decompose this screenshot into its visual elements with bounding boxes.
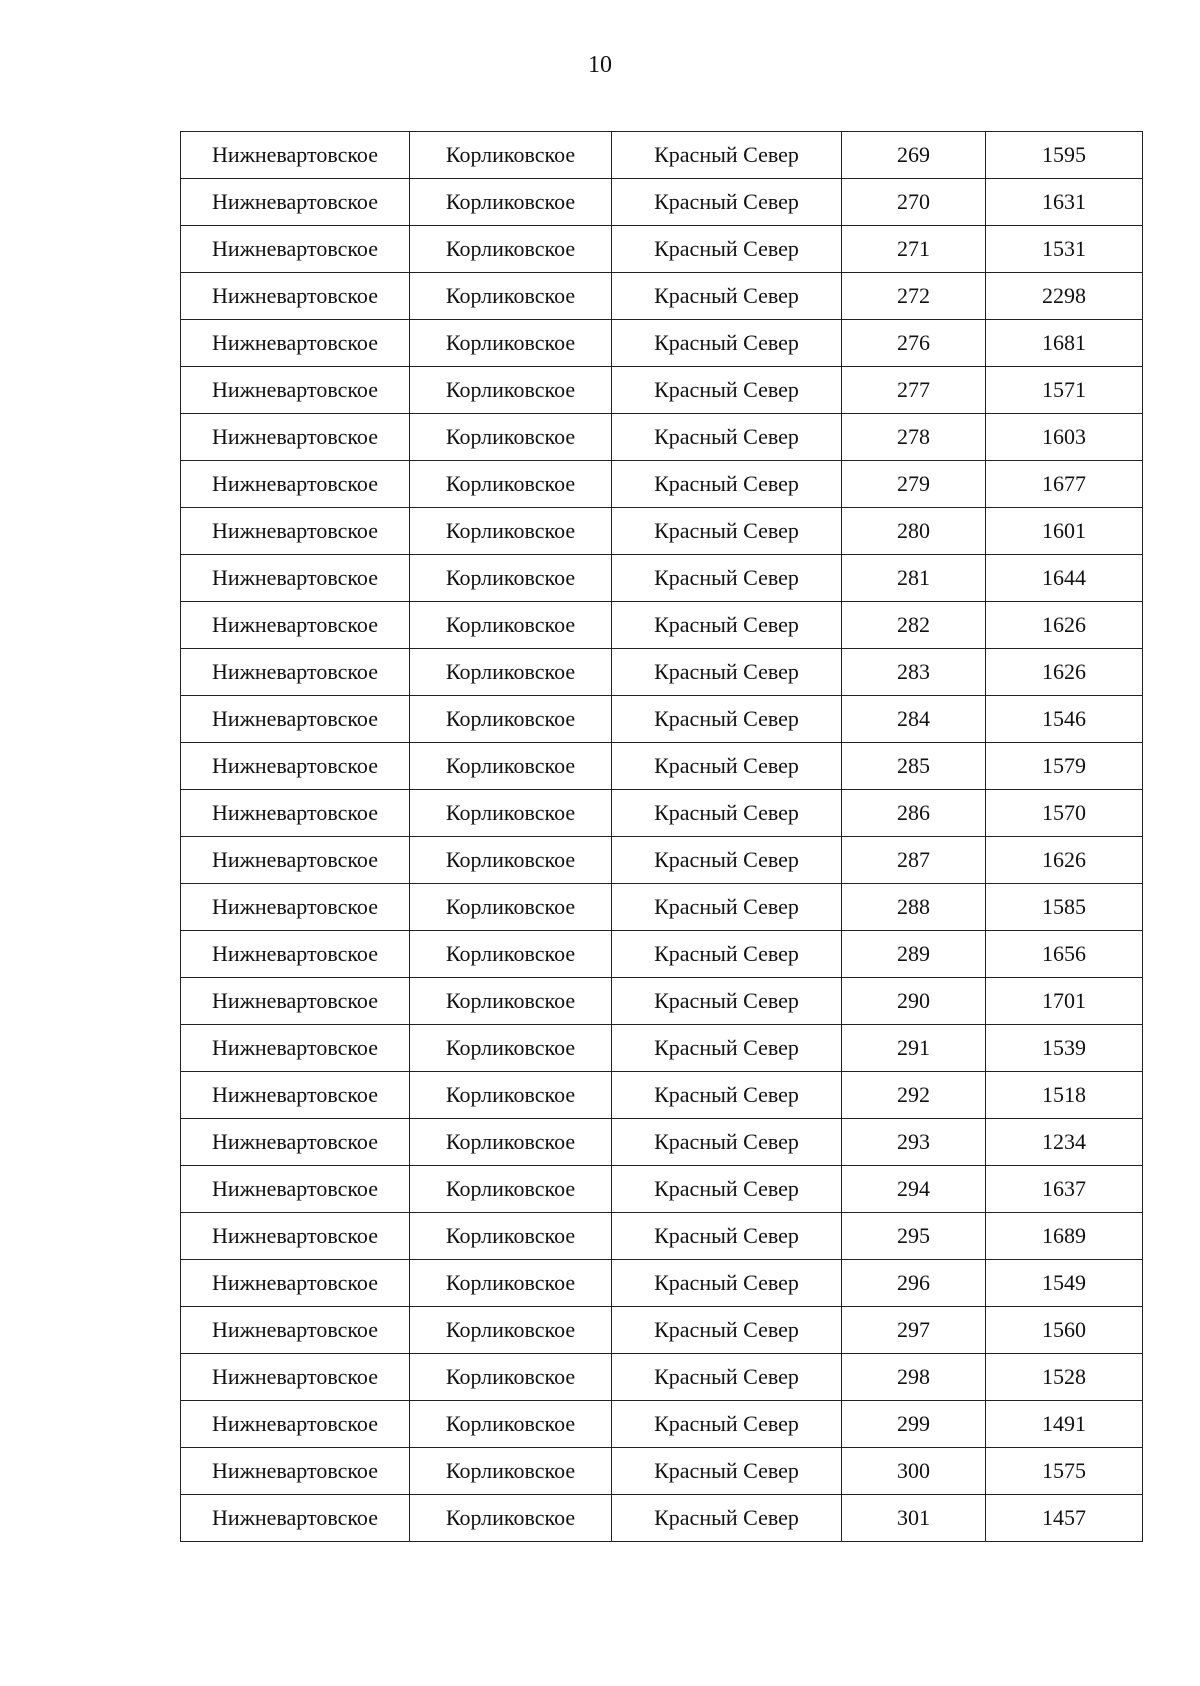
forestry-cell: Нижневартовское bbox=[181, 1213, 410, 1260]
quarter-cell: 284 bbox=[842, 696, 986, 743]
tract-cell: Красный Север bbox=[612, 555, 842, 602]
quarter-cell: 291 bbox=[842, 1025, 986, 1072]
quarter-cell: 296 bbox=[842, 1260, 986, 1307]
table-row bbox=[181, 1025, 1143, 1072]
tract-cell: Красный Север bbox=[612, 273, 842, 320]
district-forestry-cell: Корликовское bbox=[410, 1025, 612, 1072]
tract-cell: Красный Север bbox=[612, 1401, 842, 1448]
table-row bbox=[181, 1213, 1143, 1260]
value-cell: 1579 bbox=[986, 743, 1143, 790]
value-cell: 1539 bbox=[986, 1025, 1143, 1072]
forestry-cell: Нижневартовское bbox=[181, 743, 410, 790]
quarter-cell: 290 bbox=[842, 978, 986, 1025]
value-cell: 1644 bbox=[986, 555, 1143, 602]
quarter-cell: 271 bbox=[842, 226, 986, 273]
value-cell: 1560 bbox=[986, 1307, 1143, 1354]
forestry-cell: Нижневартовское bbox=[181, 1260, 410, 1307]
value-cell: 1656 bbox=[986, 931, 1143, 978]
value-cell: 1570 bbox=[986, 790, 1143, 837]
district-forestry-cell: Корликовское bbox=[410, 1448, 612, 1495]
value-cell: 1701 bbox=[986, 978, 1143, 1025]
forestry-cell: Нижневартовское bbox=[181, 1401, 410, 1448]
district-forestry-cell: Корликовское bbox=[410, 1354, 612, 1401]
district-forestry-cell: Корликовское bbox=[410, 367, 612, 414]
district-forestry-cell: Корликовское bbox=[410, 790, 612, 837]
district-forestry-cell: Корликовское bbox=[410, 649, 612, 696]
value-cell: 1571 bbox=[986, 367, 1143, 414]
district-forestry-cell: Корликовское bbox=[410, 555, 612, 602]
forestry-cell: Нижневартовское bbox=[181, 1495, 410, 1542]
quarter-cell: 289 bbox=[842, 931, 986, 978]
value-cell: 1631 bbox=[986, 179, 1143, 226]
tract-cell: Красный Север bbox=[612, 1354, 842, 1401]
table-row bbox=[181, 414, 1143, 461]
quarter-cell: 295 bbox=[842, 1213, 986, 1260]
value-cell: 1457 bbox=[986, 1495, 1143, 1542]
forestry-cell: Нижневартовское bbox=[181, 1119, 410, 1166]
tract-cell: Красный Север bbox=[612, 367, 842, 414]
table-row bbox=[181, 743, 1143, 790]
value-cell: 1603 bbox=[986, 414, 1143, 461]
forestry-cell: Нижневартовское bbox=[181, 273, 410, 320]
tract-cell: Красный Север bbox=[612, 884, 842, 931]
quarter-cell: 299 bbox=[842, 1401, 986, 1448]
quarter-cell: 278 bbox=[842, 414, 986, 461]
forestry-cell: Нижневартовское bbox=[181, 1166, 410, 1213]
quarter-cell: 283 bbox=[842, 649, 986, 696]
forestry-cell: Нижневартовское bbox=[181, 790, 410, 837]
district-forestry-cell: Корликовское bbox=[410, 1495, 612, 1542]
quarter-cell: 272 bbox=[842, 273, 986, 320]
quarter-cell: 281 bbox=[842, 555, 986, 602]
quarter-cell: 287 bbox=[842, 837, 986, 884]
district-forestry-cell: Корликовское bbox=[410, 1260, 612, 1307]
value-cell: 1518 bbox=[986, 1072, 1143, 1119]
district-forestry-cell: Корликовское bbox=[410, 743, 612, 790]
table-row bbox=[181, 132, 1143, 179]
quarter-cell: 270 bbox=[842, 179, 986, 226]
tract-cell: Красный Север bbox=[612, 1213, 842, 1260]
quarter-cell: 277 bbox=[842, 367, 986, 414]
forestry-cell: Нижневартовское bbox=[181, 414, 410, 461]
quarter-cell: 293 bbox=[842, 1119, 986, 1166]
tract-cell: Красный Север bbox=[612, 508, 842, 555]
tract-cell: Красный Север bbox=[612, 1448, 842, 1495]
forestry-cell: Нижневартовское bbox=[181, 508, 410, 555]
table-row bbox=[181, 1401, 1143, 1448]
quarter-cell: 301 bbox=[842, 1495, 986, 1542]
table-row bbox=[181, 1307, 1143, 1354]
value-cell: 1549 bbox=[986, 1260, 1143, 1307]
forestry-cell: Нижневартовское bbox=[181, 226, 410, 273]
tract-cell: Красный Север bbox=[612, 696, 842, 743]
value-cell: 1626 bbox=[986, 837, 1143, 884]
district-forestry-cell: Корликовское bbox=[410, 1307, 612, 1354]
table-row bbox=[181, 602, 1143, 649]
district-forestry-cell: Корликовское bbox=[410, 320, 612, 367]
tract-cell: Красный Север bbox=[612, 226, 842, 273]
tract-cell: Красный Север bbox=[612, 179, 842, 226]
tract-cell: Красный Север bbox=[612, 790, 842, 837]
value-cell: 1677 bbox=[986, 461, 1143, 508]
tract-cell: Красный Север bbox=[612, 132, 842, 179]
value-cell: 1689 bbox=[986, 1213, 1143, 1260]
table-row bbox=[181, 1354, 1143, 1401]
table-row bbox=[181, 367, 1143, 414]
district-forestry-cell: Корликовское bbox=[410, 696, 612, 743]
tract-cell: Красный Север bbox=[612, 1307, 842, 1354]
district-forestry-cell: Корликовское bbox=[410, 1401, 612, 1448]
quarter-cell: 279 bbox=[842, 461, 986, 508]
value-cell: 1546 bbox=[986, 696, 1143, 743]
forestry-cell: Нижневартовское bbox=[181, 132, 410, 179]
forestry-cell: Нижневартовское bbox=[181, 555, 410, 602]
tract-cell: Красный Север bbox=[612, 1166, 842, 1213]
district-forestry-cell: Корликовское bbox=[410, 931, 612, 978]
table-row bbox=[181, 508, 1143, 555]
district-forestry-cell: Корликовское bbox=[410, 602, 612, 649]
value-cell: 1491 bbox=[986, 1401, 1143, 1448]
tract-cell: Красный Север bbox=[612, 1260, 842, 1307]
quarter-cell: 280 bbox=[842, 508, 986, 555]
table-row bbox=[181, 273, 1143, 320]
tract-cell: Красный Север bbox=[612, 1072, 842, 1119]
table-row bbox=[181, 320, 1143, 367]
table-row bbox=[181, 884, 1143, 931]
forestry-cell: Нижневартовское bbox=[181, 1448, 410, 1495]
table-row bbox=[181, 1495, 1143, 1542]
district-forestry-cell: Корликовское bbox=[410, 414, 612, 461]
table-row bbox=[181, 649, 1143, 696]
value-cell: 1595 bbox=[986, 132, 1143, 179]
district-forestry-cell: Корликовское bbox=[410, 226, 612, 273]
quarter-cell: 288 bbox=[842, 884, 986, 931]
district-forestry-cell: Корликовское bbox=[410, 273, 612, 320]
forestry-cell: Нижневартовское bbox=[181, 602, 410, 649]
registry-table bbox=[180, 131, 1143, 1542]
table-row bbox=[181, 1119, 1143, 1166]
page-number: 10 bbox=[588, 52, 612, 78]
value-cell: 1626 bbox=[986, 602, 1143, 649]
forestry-cell: Нижневартовское bbox=[181, 179, 410, 226]
district-forestry-cell: Корликовское bbox=[410, 978, 612, 1025]
value-cell: 2298 bbox=[986, 273, 1143, 320]
district-forestry-cell: Корликовское bbox=[410, 1119, 612, 1166]
table-row bbox=[181, 1260, 1143, 1307]
value-cell: 1234 bbox=[986, 1119, 1143, 1166]
forestry-cell: Нижневартовское bbox=[181, 931, 410, 978]
tract-cell: Красный Север bbox=[612, 1495, 842, 1542]
value-cell: 1681 bbox=[986, 320, 1143, 367]
value-cell: 1575 bbox=[986, 1448, 1143, 1495]
quarter-cell: 298 bbox=[842, 1354, 986, 1401]
value-cell: 1626 bbox=[986, 649, 1143, 696]
tract-cell: Красный Север bbox=[612, 743, 842, 790]
table-row bbox=[181, 226, 1143, 273]
forestry-cell: Нижневартовское bbox=[181, 367, 410, 414]
district-forestry-cell: Корликовское bbox=[410, 132, 612, 179]
quarter-cell: 269 bbox=[842, 132, 986, 179]
value-cell: 1637 bbox=[986, 1166, 1143, 1213]
forestry-cell: Нижневартовское bbox=[181, 1354, 410, 1401]
forestry-cell: Нижневартовское bbox=[181, 1307, 410, 1354]
tract-cell: Красный Север bbox=[612, 1119, 842, 1166]
forestry-cell: Нижневартовское bbox=[181, 649, 410, 696]
quarter-cell: 300 bbox=[842, 1448, 986, 1495]
tract-cell: Красный Север bbox=[612, 1025, 842, 1072]
district-forestry-cell: Корликовское bbox=[410, 1072, 612, 1119]
quarter-cell: 292 bbox=[842, 1072, 986, 1119]
district-forestry-cell: Корликовское bbox=[410, 1213, 612, 1260]
tract-cell: Красный Север bbox=[612, 461, 842, 508]
forestry-cell: Нижневартовское bbox=[181, 1025, 410, 1072]
value-cell: 1585 bbox=[986, 884, 1143, 931]
tract-cell: Красный Север bbox=[612, 414, 842, 461]
district-forestry-cell: Корликовское bbox=[410, 884, 612, 931]
forestry-cell: Нижневартовское bbox=[181, 1072, 410, 1119]
quarter-cell: 286 bbox=[842, 790, 986, 837]
quarter-cell: 294 bbox=[842, 1166, 986, 1213]
value-cell: 1528 bbox=[986, 1354, 1143, 1401]
tract-cell: Красный Север bbox=[612, 837, 842, 884]
quarter-cell: 276 bbox=[842, 320, 986, 367]
table-row bbox=[181, 1072, 1143, 1119]
tract-cell: Красный Север bbox=[612, 978, 842, 1025]
tract-cell: Красный Север bbox=[612, 931, 842, 978]
forestry-cell: Нижневартовское bbox=[181, 320, 410, 367]
value-cell: 1531 bbox=[986, 226, 1143, 273]
district-forestry-cell: Корликовское bbox=[410, 179, 612, 226]
table-row bbox=[181, 555, 1143, 602]
table-row bbox=[181, 1448, 1143, 1495]
table-row bbox=[181, 978, 1143, 1025]
tract-cell: Красный Север bbox=[612, 320, 842, 367]
district-forestry-cell: Корликовское bbox=[410, 837, 612, 884]
forestry-cell: Нижневартовское bbox=[181, 461, 410, 508]
forestry-cell: Нижневартовское bbox=[181, 978, 410, 1025]
district-forestry-cell: Корликовское bbox=[410, 508, 612, 555]
table-body bbox=[181, 132, 1143, 1542]
table-row bbox=[181, 790, 1143, 837]
quarter-cell: 282 bbox=[842, 602, 986, 649]
district-forestry-cell: Корликовское bbox=[410, 1166, 612, 1213]
table-row bbox=[181, 1166, 1143, 1213]
quarter-cell: 297 bbox=[842, 1307, 986, 1354]
table-row bbox=[181, 179, 1143, 226]
table-row bbox=[181, 931, 1143, 978]
table-row bbox=[181, 696, 1143, 743]
tract-cell: Красный Север bbox=[612, 602, 842, 649]
forestry-cell: Нижневартовское bbox=[181, 884, 410, 931]
district-forestry-cell: Корликовское bbox=[410, 461, 612, 508]
forestry-cell: Нижневартовское bbox=[181, 696, 410, 743]
quarter-cell: 285 bbox=[842, 743, 986, 790]
forestry-cell: Нижневартовское bbox=[181, 837, 410, 884]
table-row bbox=[181, 837, 1143, 884]
value-cell: 1601 bbox=[986, 508, 1143, 555]
tract-cell: Красный Север bbox=[612, 649, 842, 696]
table-row bbox=[181, 461, 1143, 508]
